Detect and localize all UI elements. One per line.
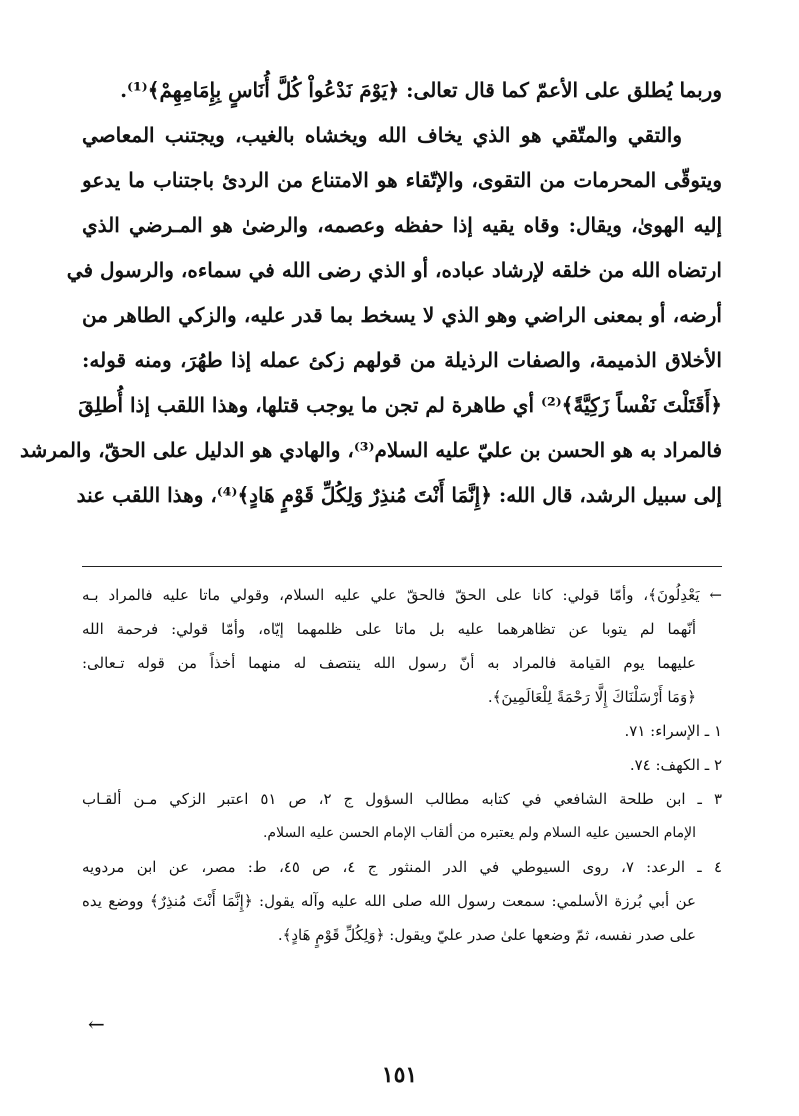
body-line-3: ويتوقّى المحرمات من التقوى، والإتّقاء هو الامتناع من الردئ باجتناب ما يدعو — [82, 168, 722, 192]
body-line-1: وربما يُطلق على الأعمّ كما قال تعالى: ﴿يَوْمَ نَدْعُواْ كُلَّ أُنَاسٍ بِإِمَامِهِمْ﴾⁽¹⁾. — [120, 78, 722, 102]
footnote-continuation-line-4: ﴿وَمَا أَرْسَلْنَاكَ إِلَّا رَحْمَةً لِلْعَالَمِينَ﴾. — [487, 688, 696, 706]
body-line-7: الأخلاق الذميمة، والصفات الرذيلة من قولهم زكئ عمله إذا طهُرَ، ومنه قوله: — [82, 348, 722, 372]
body-line-5: ارتضاه الله من خلقه لإرشاد عباده، أو الذي رضى الله في سماءه، والرسول في — [66, 258, 722, 282]
footnote-continuation-line-3: عليهما يوم القيامة فالمراد به أنّ رسول الله ينتصف له منهما أخذاً من قوله تـعالى: — [82, 654, 696, 672]
footnote-4-line-1: ٤ ـ الرعد: ٧، روى السيوطي في الدر المنثور ج ٤، ص ٤٥، ط: مصر، عن ابن مردويه — [82, 858, 723, 876]
body-line-4: إليه الهوىٰ، ويقال: وقاه يقيه إذا حفظه وعصمه، والرضىٰ هو المـرضي الذي — [82, 213, 722, 237]
footnote-3-line-1: ٣ ـ ابن طلحة الشافعي في كتابه مطالب السؤول ج ٢، ص ٥١ اعتبر الزكي مـن ألقـاب — [82, 790, 723, 808]
main-body-text — [20, 68, 722, 518]
continue-arrow-icon: ← — [88, 1012, 105, 1036]
footnote-4-line-2: عن أبي بُرزة الأسلمي: سمعت رسول الله صلى الله عليه وآله يقول: ﴿إِنَّمَا أَنْتَ مُنذِرٌ﴾ ووضع يده — [82, 892, 696, 910]
footnote-1: ١ ـ الإسراء: ٧١. — [624, 722, 722, 740]
footnote-continuation-line-2: أنّهما لم يتوبا عن تظاهرهما عليه بل ماتا على ظلمهما إيّاه، وأمّا قولي: فرحمة الله — [82, 620, 696, 638]
body-line-2: والتقي والمتّقي هو الذي يخاف الله ويخشاه بالغيب، ويجتنب المعاصي — [82, 123, 682, 147]
body-line-6: أرضه، أو بمعنى الراضي وهو الذي لا يسخط بما قدر عليه، والزكي الطاهر من — [82, 303, 722, 327]
body-line-10: إلى سبيل الرشد، قال الله: ﴿إِنَّمَا أَنْتَ مُنذِرٌ وَلِكُلِّ قَوْمٍ هَادٍ﴾⁽⁴⁾، وهذا اللقب عند — [76, 483, 722, 507]
footnotes-section — [82, 578, 722, 952]
footnote-continuation-line-1: ← يَعْدِلُونَ﴾، وأمّا قولي: كانا على الحقّ فالحقّ علي عليه السلام، وقولي ماتا عليه فالمراد بـه — [82, 586, 722, 604]
page-number: ١٥١ — [381, 1062, 418, 1088]
body-line-9: فالمراد به هو الحسن بن عليّ عليه السلام⁽³⁾، والهادي هو الدليل على الحقّ، والمرشد — [20, 438, 722, 462]
footnote-divider — [82, 566, 722, 567]
footnote-4-line-3: على صدر نفسه، ثمّ وضعها علىٰ صدر عليّ ويقول: ﴿وَلِكُلِّ قَوْمٍ هَادٍ﴾. — [277, 926, 696, 944]
footnote-2: ٢ ـ الكهف: ٧٤. — [629, 756, 722, 774]
body-line-8: ﴿أَقَتَلْتَ نَفْساً زَكِيَّةً﴾⁽²⁾ أي طاهرة لم تجن ما يوجب قتلها، وهذا اللقب إذا أُطلِقَ — [78, 393, 722, 417]
footnote-3-line-2: الإمام الحسين عليه السلام ولم يعتبره من ألقاب الإمام الحسن عليه السلام. — [262, 825, 696, 841]
